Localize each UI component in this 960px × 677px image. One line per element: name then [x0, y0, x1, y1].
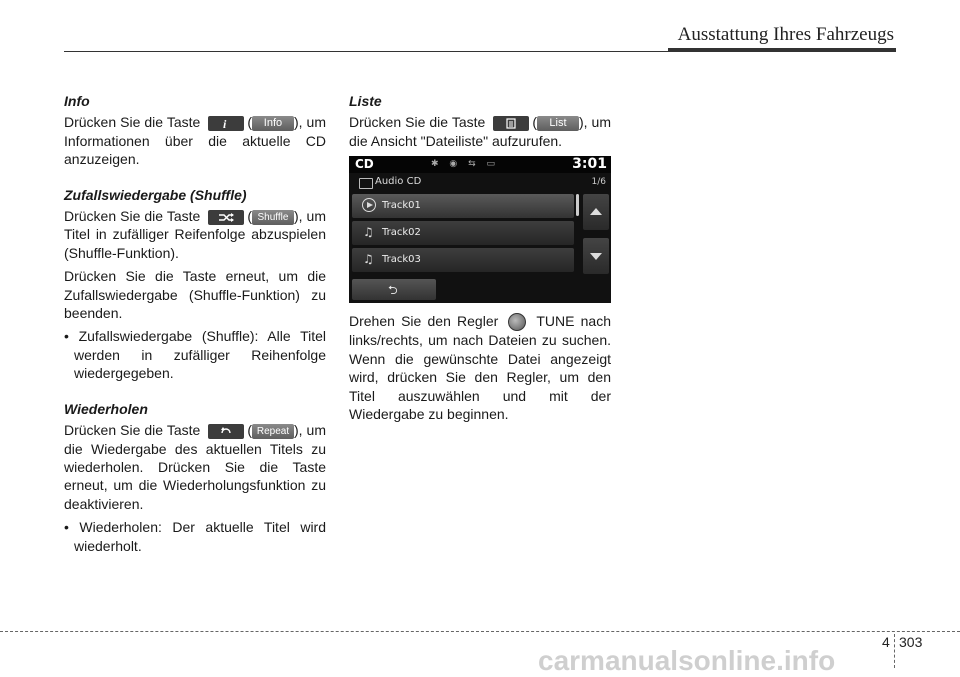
- scroll-down-button[interactable]: [583, 238, 609, 274]
- status-icons: ✱ ◉ ⇆ ▭: [431, 159, 500, 169]
- screen-status-bar: [349, 156, 611, 173]
- list-paragraph: Drücken Sie die Taste ( List ), um die Ansicht "Dateiliste" aufzurufen.: [349, 114, 611, 149]
- folder-icon: [359, 178, 373, 189]
- cd-list-screen: [349, 156, 611, 303]
- scroll-up-button[interactable]: [583, 194, 609, 230]
- page-indicator: 1/6: [591, 177, 606, 187]
- left-column: [64, 92, 326, 555]
- track-item[interactable]: ♫ Track02: [352, 221, 574, 245]
- folder-row: [349, 174, 611, 192]
- folder-name: Audio CD: [375, 176, 422, 187]
- footer-rule: [0, 631, 960, 632]
- list-heading: Liste: [349, 93, 382, 109]
- repeat-bullet: • Wiederholen: Der aktuelle Titel wird wiederholt.: [64, 519, 326, 554]
- header-rule: [64, 51, 668, 52]
- shuffle-softkey: Shuffle: [252, 210, 294, 225]
- watermark: carmanualsonline.info: [538, 645, 836, 676]
- shuffle-heading: Zufallswiedergabe (Shuffle): [64, 186, 247, 203]
- info-paragraph: Drücken Sie die Taste i ( Info ), um Informationen über die aktuelle CD anzuzeigen.: [64, 114, 326, 168]
- music-note-icon: ♫: [363, 225, 374, 239]
- track-item[interactable]: Track01: [352, 194, 574, 218]
- info-softkey: Info: [252, 116, 294, 131]
- svg-text:i: i: [223, 117, 227, 132]
- track-item[interactable]: ♫ Track03: [352, 248, 574, 272]
- running-header: Ausstattung Ihres Fahrzeugs: [677, 24, 894, 45]
- repeat-key-icon: [208, 424, 244, 439]
- info-key-icon: [208, 116, 244, 131]
- right-column: [349, 92, 611, 150]
- info-heading: Info: [64, 93, 90, 109]
- shuffle-key-icon: [208, 210, 244, 225]
- shuffle-bullet: • Zufallswiedergabe (Shuffle): Alle Titel werden in zufälliger Reihenfolge wiedergegeben.: [64, 328, 326, 382]
- back-button[interactable]: [352, 279, 436, 300]
- tune-knob-icon: [508, 313, 526, 331]
- music-note-icon: ♫: [363, 252, 374, 266]
- tune-paragraph: Drehen Sie den Regler TUNE nach links/rechts, um nach Dateien zu suchen. Wenn die gewünschte Datei angezeigt wird, drücken Sie den Regler, um den Titel auszuwählen und mit der Wiedergabe zu beginnen.: [349, 313, 611, 422]
- list-softkey: List: [537, 116, 579, 131]
- page-number: 303: [899, 634, 923, 650]
- chapter-number: 4: [882, 634, 890, 650]
- shuffle-paragraph-2: Drücken Sie die Taste erneut, um die Zufallswiedergabe (Shuffle-Funktion) zu beenden.: [64, 268, 326, 322]
- play-icon: [362, 198, 376, 212]
- scrollbar[interactable]: [576, 194, 579, 216]
- repeat-heading: Wiederholen: [64, 400, 148, 417]
- list-key-icon: [493, 116, 529, 131]
- header-bar: [668, 48, 896, 52]
- page-divider: [894, 634, 895, 668]
- shuffle-paragraph: Drücken Sie die Taste ( Shuffle ), um Titel in zufälliger Reifenfolge abzuspielen (Shuffle-Funktion).: [64, 208, 326, 261]
- repeat-paragraph: Drücken Sie die Taste ( Repeat ), um die Wiedergabe des aktuellen Titels zu wiederholen. Drücken Sie die Taste erneut, um die Wiederholungsfunktion zu deaktivieren.: [64, 422, 326, 512]
- repeat-softkey: Repeat: [252, 424, 294, 439]
- screen-source: CD: [355, 157, 374, 171]
- tune-paragraph-block: [349, 312, 611, 423]
- screen-time: 3:01: [572, 156, 607, 172]
